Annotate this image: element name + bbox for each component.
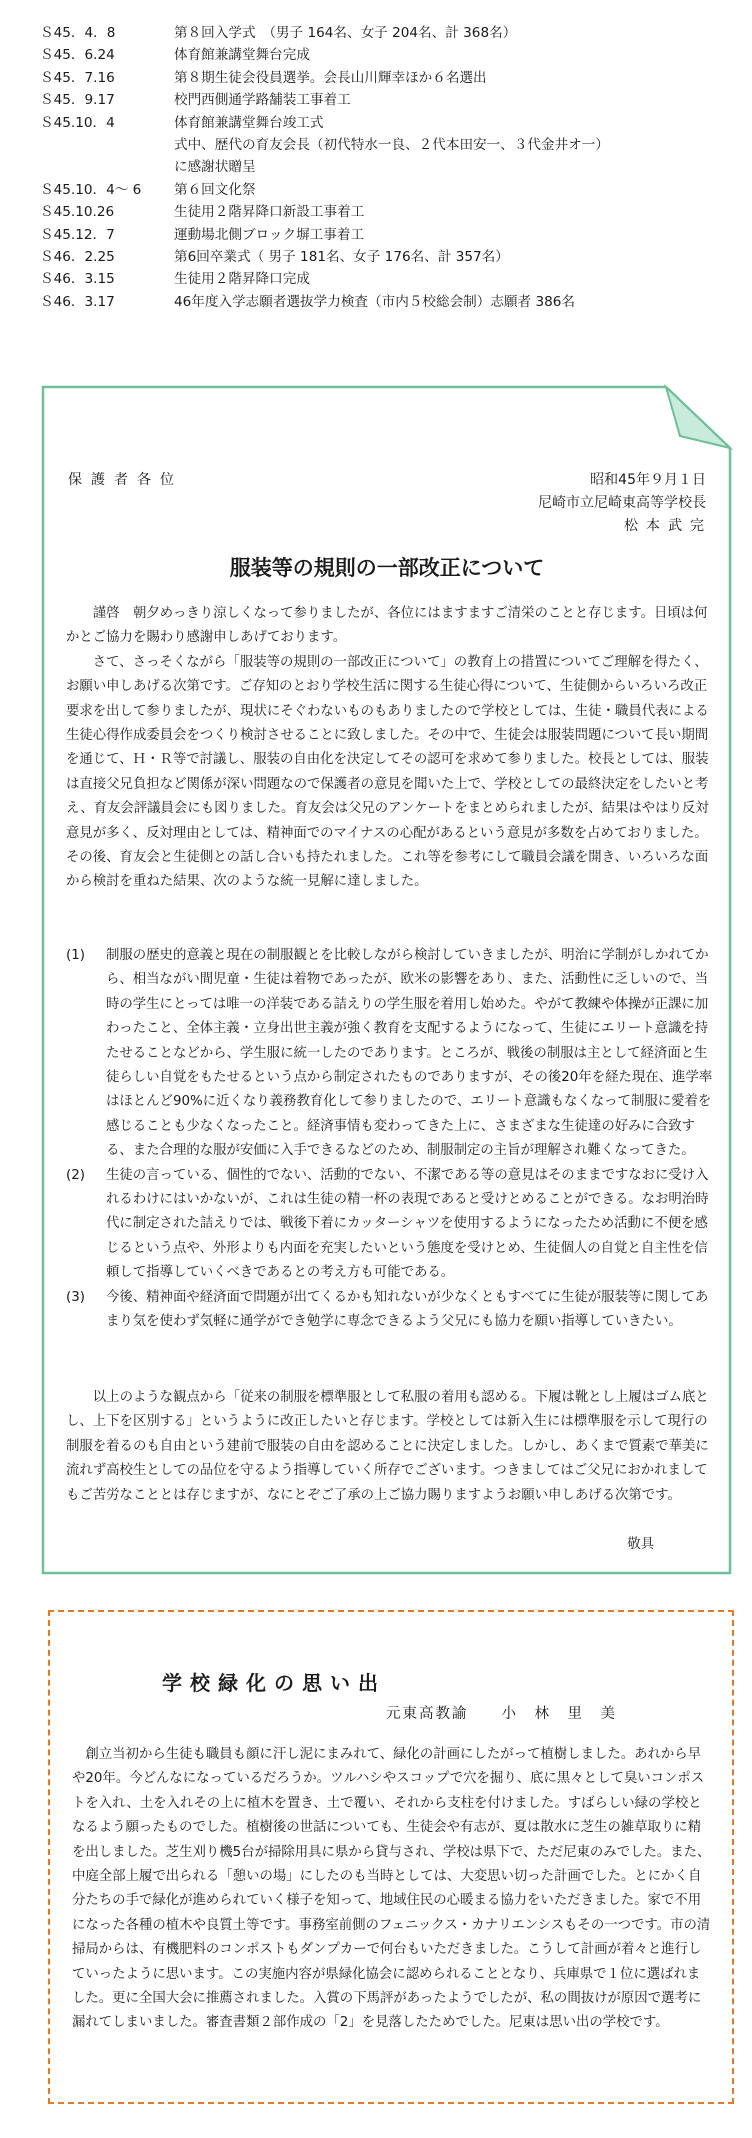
notice-title: 服装等の規則の一部改正について [229, 556, 545, 580]
timeline-row [40, 112, 730, 134]
timeline-row [40, 201, 730, 223]
notice-list-text: 制服の歴史的意義と現在の制服観とを比較しながら検討していきましたが、明治に学制がしかれてから、相当ながい間児童・生徒は着物であったが、欧米の影響をあり、また、活動性に乏しいので、当時の学生にとっては唯一の洋装である詰えりの学生服を着用し始めた。やがて教練や体操が正課に加わったこと、全体主義・立身出世主義が強く教育を支配するようになって、生徒にエリート意識を持たせることなどから、学生服に統一したのであります。ところが、戦後の制服は主として経済面と生徒らしい自覚をもたせるという点から制定されたものでありますが、その後20年を経た現在、進学率はほとんど90%に近くなり義務教育化して参りましたので、エリート意識もなくなって制服に愛着を感じることも少なくなったこと。経済事情も変わってきた上に、さまざまな生徒達の好みに合致する、また合理的な服が安価に入手できるなどのため、制服制定の主旨が理解され難くなってきた。 [106, 948, 713, 1159]
notice-paragraph: さて、さっそくながら「服装等の規則の一部改正について」の教育上の措置についてご理解を得たく、お願い申しあげる次第です。ご存知のとおり学校生活に関する生徒心得について、生徒側からいろいろ改正要求を出して参りましたが、現状にそぐわないものもありましたので学校としては、生徒・職員代表による生徒心得作成委員会をつくり検討させることに致しました。その中で、生徒会は服装問題について長い期間を通じて、Ｈ・Ｒ等で討議し、服装の自由化を決定してその認可を求めて参りました。校長としては、服装は直接父兄負担など関係が深い問題なので保護者の意見を聞いた上で、学校としての最終決定をしたいと考え、育友会評議員会にも図りました。育友会は父兄のアンケートをまとめられましたが、結果はやはり反対意見が多く、反対理由としては、精神面でのマイナスの心配があるという意見が多数を占めておりました。その後、育友会と生徒側との話し合いも持たれました。これ等を参考にして職員会議を開き、いろいろな面から検討を重ねた結果、次のような統一見解に達しました。 [66, 654, 709, 890]
timeline-date: Ｓ45.10．4 [40, 114, 115, 131]
timeline-row [40, 268, 730, 290]
notice-closing: 以上のような観点から「従来の制服を標準服として私服の着用も認める。下履は靴とし上履はゴム底とし、上下を区別する」というように改正したいと存じます。学校としては新入生には標準服を示して現行の制服を着るのも自由という建前で服装の自由を認めることに決定しました。しかし、あくまで質素で華美に流れず高校生としての品位を守るよう指導していく所存でございます。つきましてはご父兄におかれましてもご苦労なこととは存じますが、なにとぞご了承の上ご協力賜りますようお願い申しあげる次第です。 [66, 1390, 709, 1503]
notice-list-text: 生徒の言っている、個性的でない、活動的でない、不潔である等の意見はそのままですなおに受け入れるわけにはいかないが、これは生徒の精一杯の表現であると受けとめることができる。なお明治時代に制定された詰えりでは、戦後下着にカッターシャツを使用するようになったため活動に不便を感じるという点や、外形よりも内面を充実したいという態度を受けとめ、生徒個人の自覚と自主性を信頼して指導していくべきであるとの考え方も可能である。 [106, 1167, 709, 1281]
timeline-text: 第８期生徒会役員選挙。会長山川輝幸ほか６名選出 [174, 69, 487, 86]
notice-principal: 松本武完 [624, 518, 712, 534]
timeline-date: Ｓ45．6.24 [40, 47, 115, 64]
timeline-text: 校門西側通学路舗装工事着工 [174, 92, 351, 109]
timeline-text: 式中、歴代の育友会長（初代特水一良、２代本田安一、３代金井オ一） [174, 136, 609, 153]
notice-list [66, 944, 714, 1335]
timeline-text: 体育館兼講堂舞台竣工式 [174, 114, 324, 131]
timeline-row [40, 89, 730, 111]
timeline-row [40, 291, 730, 313]
timeline-text: 第６回文化祭 [174, 181, 256, 198]
timeline-date: Ｓ45.10．4～ 6 [40, 181, 142, 198]
notice-body [66, 602, 714, 895]
notice-list-item [66, 944, 714, 1164]
timeline-text: 第6回卒業式（ 男子 181名、女子 176名、計 357名） [174, 248, 509, 265]
notice-recipient: 保護者各位 [68, 472, 183, 488]
timeline-row [40, 179, 730, 201]
timeline-text: 第８回入学式 （男子 164名、女子 204名、計 368名） [174, 25, 517, 41]
notice-list-text: 今後、精神面や経済面で問題が出てくるかも知れないが少なくともすべてに生徒が服装等に関してあまり気を使わず気軽に通学ができ勉学に専念できるよう父兄にも協力を願い指導していきたい。 [106, 1289, 709, 1330]
timeline-date: Ｓ46．3.17 [40, 293, 115, 310]
timeline-date [40, 134, 174, 156]
notice-school: 尼崎市立尼崎東高等学校長 [538, 495, 706, 511]
timeline-date: Ｓ46．2.25 [40, 248, 115, 265]
timeline-text: 46年度入学志願者選抜学力検査（市内５校総会制）志願者 386名 [174, 293, 576, 310]
memoir-author: 元東高教諭 小 林 里 美 [386, 1706, 617, 1722]
timeline-date: Ｓ45.10.26 [40, 204, 115, 221]
notice-date: 昭和45年９月１日 [590, 472, 706, 488]
notice-list-item [66, 1286, 714, 1335]
timeline-date: Ｓ46．3.15 [40, 271, 115, 288]
timeline-date: Ｓ45．7.16 [40, 69, 115, 86]
timeline-row [40, 22, 730, 44]
notice-paragraph: 謹啓 朝夕めっきり涼しくなって参りましたが、各位にはますますご清栄のことと存じます。日頃は何かとご協力を賜わり感謝申しあげております。 [66, 606, 708, 646]
notice [40, 384, 734, 1576]
timeline-row [40, 67, 730, 89]
memoir-box [48, 1610, 734, 2104]
timeline-row [40, 44, 730, 66]
memoir-body: 創立当初から生徒も職員も顔に汗し泥にまみれて、緑化の計画にしたがって植樹しました。あれから早や20年。今どんなになっているだろうか。ツルハシやスコップで穴を掘り、底に黒々として臭いコンポストを入れ、土を入れその上に植木を置き、土で覆い、それから支柱を付けました。すばらしい緑の学校となるよう願ったものでした。植樹後の世話についても、生徒会や有志が、夏は散水に芝生の雑草取りに精を出しました。芝生刈り機5台が掃除用具に県から貸与され、学校は県下で、ただ尼東のみでした。また、中庭全部上履で出られる「憩いの場」にしたのも当時としては、大変思い切った計画でした。とにかく自分たちの手で緑化が進められていく様子を知って、地域住民の心暖まる協力をいただきました。家で不用になった各種の植木や良質土等です。事務室前側のフェニックス・カナリエンシスもその一つです。市の清掃局からは、有機肥料のコンポストもダンプカーで何台もいただきました。こうして計画が着々と進行していったように思います。この実施内容が県緑化協会に認められることとなり、兵庫県で１位に選ばれました。更に全国大会に推薦されました。入賞の下馬評があったようでしたが、私の間抜けが原因で選考に漏れてしまいました。審査書類２部作成の「2」を見落したためでした。尼東は思い出の学校です。 [72, 1747, 711, 2031]
timeline-row [40, 156, 730, 178]
notice-sign: 敬具 [627, 1537, 654, 1552]
timeline-row [40, 246, 730, 268]
timeline-text: 運動場北側ブロック塀工事着工 [174, 226, 365, 243]
notice-list-item [66, 1164, 714, 1286]
timeline-row [40, 224, 730, 246]
timeline-row [40, 134, 730, 156]
timeline-date [40, 156, 174, 178]
timeline-date: Ｓ45．9.17 [40, 92, 115, 109]
timeline-text: 生徒用２階昇降口新設工事着工 [174, 204, 365, 221]
timeline-text: 生徒用２階昇降口完成 [174, 271, 310, 288]
timeline-text: 体育館兼講堂舞台完成 [174, 47, 310, 64]
notice-list-number: (1) [66, 948, 85, 963]
timeline [40, 22, 730, 313]
timeline-text: に感謝状贈呈 [174, 159, 256, 176]
notice-list-number: (2) [66, 1167, 85, 1183]
memoir-title: 学校緑化の思い出 [162, 1671, 386, 1695]
timeline-date: Ｓ45.12．7 [40, 226, 115, 243]
timeline-date: Ｓ45．4．8 [40, 25, 116, 41]
notice-list-number: (3) [66, 1289, 85, 1305]
